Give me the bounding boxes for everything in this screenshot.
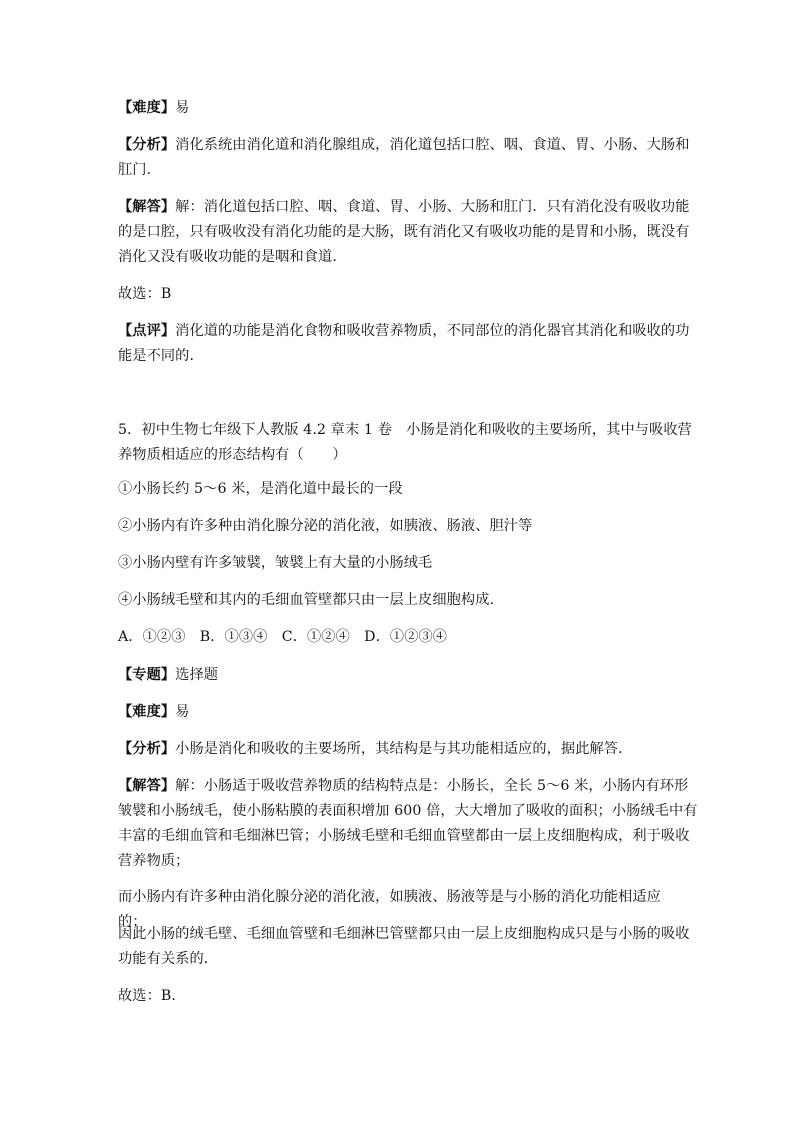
answer-text-line: 皱襞和小肠绒毛，使小肠粘膜的表面积增加 600 倍，大大增加了吸收的面积；小肠绒毛中有 — [118, 803, 698, 819]
answer-text-line: 的是口腔，只有吸收没有消化功能的是大肠，既有消化又有吸收功能的是胃和小肠，既没有 — [118, 224, 690, 240]
question-stem — [118, 418, 692, 468]
answer-text-line: 消化又没有吸收功能的是咽和食道． — [118, 249, 347, 265]
answer-label: 【解答】 — [118, 199, 176, 215]
answer-text-line: 解：消化道包括口腔、咽、食道、胃、小肠、大肠和肛门．只有消化没有吸收功能 — [175, 199, 690, 215]
analysis-text-line: 消化系统由消化道和消化腺组成，消化道包括口腔、咽、食道、胃、小肠、大肠和 — [175, 137, 690, 153]
topic-line — [118, 663, 678, 688]
choice-line-2: 故选：B． — [118, 988, 186, 1004]
statement-1: ①小肠长约 5～6 米，是消化道中最长的一段 — [118, 481, 403, 497]
comment-text-line: 能是不同的． — [118, 348, 204, 364]
difficulty-value: 易 — [175, 704, 190, 720]
answer-text-line: 营养物质； — [118, 853, 190, 869]
difficulty-line-1 — [118, 96, 678, 121]
analysis-paragraph-2 — [118, 737, 678, 762]
answer-conclusion — [118, 922, 690, 972]
answer-label: 【解答】 — [118, 778, 176, 794]
statement-3: ③小肠内壁有许多皱襞，皱襞上有大量的小肠绒毛 — [118, 555, 433, 571]
answer-paragraph-2 — [118, 774, 698, 874]
answer-paragraph-1 — [118, 195, 690, 270]
analysis-label: 【分析】 — [118, 137, 176, 153]
statement-4: ④小肠绒毛壁和其内的毛细血管壁都只由一层上皮细胞构成. — [118, 592, 495, 608]
analysis-label: 【分析】 — [118, 741, 176, 757]
topic-value: 选择题 — [175, 667, 219, 683]
analysis-text: 小肠是消化和吸收的主要场所，其结构是与其功能相适应的，据此解答． — [175, 741, 633, 757]
comment-label: 【点评】 — [118, 323, 176, 339]
answer-paragraph-continued: 而小肠内有许多种由消化腺分泌的消化液，如胰液、肠液等是与小肠的消化功能相适应的； — [118, 889, 661, 930]
question-stem-line: 养物质相适应的形态结构有（ ） — [118, 447, 347, 463]
answer-text-line: 解：小肠适于吸收营养物质的结构特点是：小肠长，全长 5～6 米，小肠内有环形 — [175, 778, 689, 794]
choice-line-1: 故选：B — [118, 286, 172, 302]
comment-text-line: 消化道的功能是消化食物和吸收营养物质，不同部位的消化器官其消化和吸收的功 — [175, 323, 690, 339]
analysis-text-line: 肛门. — [118, 162, 152, 178]
comment-paragraph — [118, 319, 690, 369]
statement-2: ②小肠内有许多种由消化腺分泌的消化液，如胰液、肠液、胆汁等 — [118, 518, 533, 534]
conclusion-text-line: 因此小肠的绒毛壁、毛细血管壁和毛细淋巴管壁都只由一层上皮细胞构成只是与小肠的吸收 — [118, 926, 690, 942]
topic-label: 【专题】 — [118, 667, 176, 683]
answer-text-line: 丰富的毛细血管和毛细淋巴管；小肠绒毛壁和毛细血管壁都由一层上皮细胞构成，利于吸收 — [118, 828, 690, 844]
question-stem-line: 5．初中生物七年级下人教版 4.2 章末 1 卷 小肠是消化和吸收的主要场所，其中与吸收营 — [118, 422, 692, 438]
difficulty-label: 【难度】 — [118, 704, 176, 720]
conclusion-text-line: 功能有关系的． — [118, 951, 219, 967]
difficulty-label: 【难度】 — [118, 100, 176, 116]
difficulty-value: 易 — [175, 100, 190, 116]
analysis-paragraph-1 — [118, 133, 690, 183]
difficulty-line-2 — [118, 700, 678, 725]
answer-options: A．①②③ B．①③④ C．①②④ D．①②③④ — [118, 629, 448, 645]
